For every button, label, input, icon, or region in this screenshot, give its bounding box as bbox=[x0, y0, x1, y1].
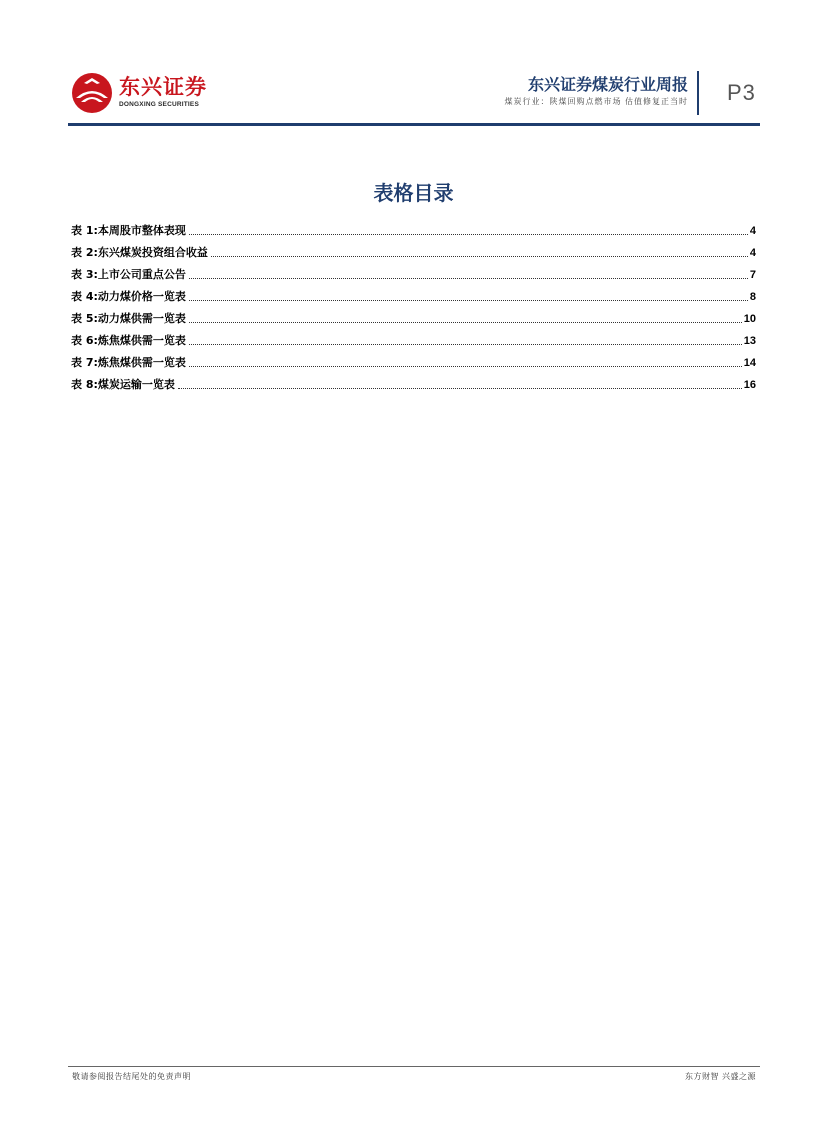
toc-entry-label: 表 3:上市公司重点公告 bbox=[71, 268, 186, 281]
toc-entry-page: 13 bbox=[743, 335, 756, 347]
toc-entry-label: 表 6:炼焦煤供需一览表 bbox=[71, 334, 186, 347]
toc-leader-dots bbox=[189, 234, 748, 235]
toc-entry-label: 表 1:本周股市整体表现 bbox=[71, 224, 186, 237]
toc-leader-dots bbox=[211, 256, 748, 257]
toc-entry-page: 7 bbox=[749, 269, 756, 281]
dongxing-logo-icon bbox=[70, 72, 114, 114]
toc-entry-page: 10 bbox=[743, 313, 756, 325]
toc-entry[interactable] bbox=[71, 327, 756, 349]
header-divider bbox=[697, 71, 699, 115]
toc-entry-label: 表 4:动力煤价格一览表 bbox=[71, 290, 186, 303]
report-subtitle: 煤炭行业：陕煤回购点燃市场 估值修复正当时 bbox=[504, 97, 688, 106]
table-of-contents bbox=[71, 217, 756, 393]
header-rule bbox=[68, 123, 760, 126]
toc-entry-label: 表 5:动力煤供需一览表 bbox=[71, 312, 186, 325]
toc-leader-dots bbox=[189, 278, 748, 279]
toc-entry-label: 表 8:煤炭运输一览表 bbox=[71, 378, 175, 391]
toc-title: 表格目录 bbox=[373, 181, 454, 205]
footer-rule bbox=[68, 1066, 760, 1067]
toc-entry[interactable] bbox=[71, 283, 756, 305]
toc-entry[interactable] bbox=[71, 239, 756, 261]
toc-leader-dots bbox=[189, 322, 742, 323]
report-title: 东兴证券煤炭行业周报 bbox=[527, 75, 688, 94]
logo-english-name: DONGXING SECURITIES bbox=[119, 101, 200, 108]
toc-entry-page: 4 bbox=[749, 225, 756, 237]
page-number: P3 bbox=[727, 80, 756, 105]
toc-entry-page: 16 bbox=[743, 379, 756, 391]
toc-leader-dots bbox=[189, 300, 748, 301]
toc-entry-label: 表 2:东兴煤炭投资组合收益 bbox=[71, 246, 208, 259]
company-logo bbox=[70, 72, 230, 114]
toc-entry[interactable] bbox=[71, 261, 756, 283]
toc-entry-page: 14 bbox=[743, 357, 756, 369]
toc-entry[interactable] bbox=[71, 371, 756, 393]
footer-disclaimer: 敬请参阅报告结尾处的免责声明 bbox=[72, 1072, 191, 1081]
toc-leader-dots bbox=[178, 388, 742, 389]
toc-entry[interactable] bbox=[71, 217, 756, 239]
toc-entry[interactable] bbox=[71, 349, 756, 371]
toc-leader-dots bbox=[189, 366, 742, 367]
toc-entry-label: 表 7:炼焦煤供需一览表 bbox=[71, 356, 186, 369]
toc-entry-page: 4 bbox=[749, 247, 756, 259]
footer-slogan: 东方财智 兴盛之源 bbox=[684, 1072, 756, 1081]
logo-chinese-name: 东兴证券 bbox=[119, 75, 207, 99]
toc-entry[interactable] bbox=[71, 305, 756, 327]
toc-leader-dots bbox=[189, 344, 742, 345]
toc-entry-page: 8 bbox=[749, 291, 756, 303]
